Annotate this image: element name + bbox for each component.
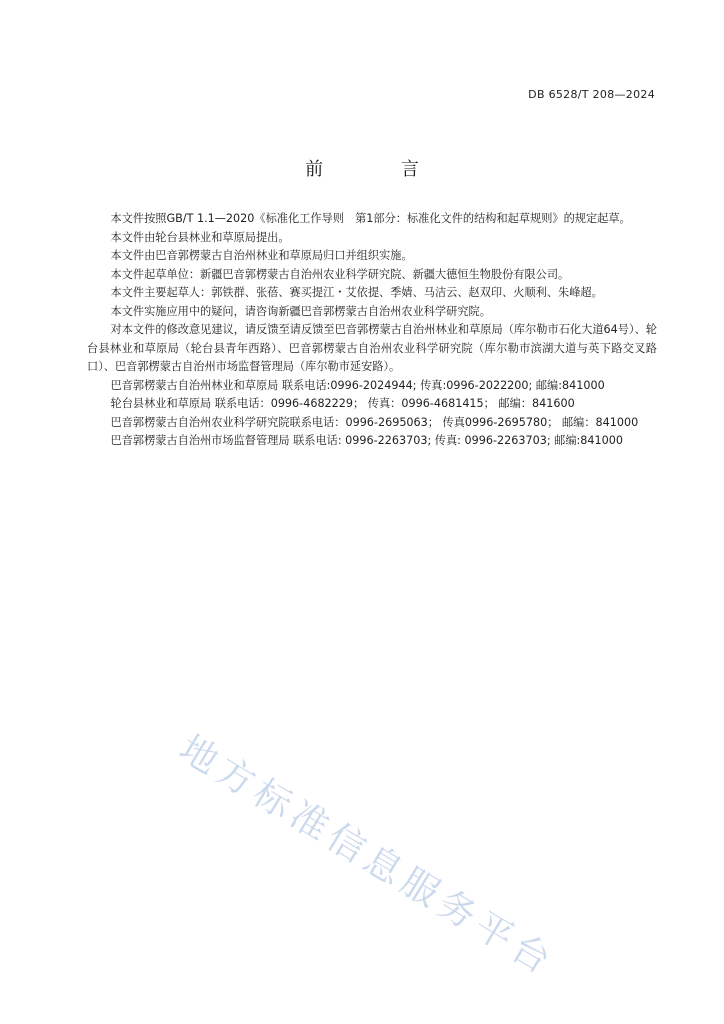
contact-line-luntai-bureau: 轮台县林业和草原局 联系电话：0996-4682229； 传真：0996-4681415； 邮编：841600	[110, 397, 575, 410]
foreword-body	[87, 210, 657, 451]
paragraph-inquiries: 本文件实施应用中的疑问，请咨询新疆巴音郭楞蒙古自治州农业科学研究院。	[110, 304, 491, 318]
document-number: DB 6528/T 208—2024	[528, 88, 655, 101]
paragraph-drafting-rules: 本文件按照GB/T 1.1—2020《标准化工作导则 第1部分：标准化文件的结构和起草规则》的规定起草。	[110, 212, 631, 225]
contact-line-forestry-bureau: 巴音郭楞蒙古自治州林业和草原局 联系电话:0996-2024944; 传真:0996-2022200; 邮编:841000	[110, 378, 605, 392]
contact-line-market-bureau: 巴音郭楞蒙古自治州市场监督管理局 联系电话: 0996-2263703; 传真: 0996-2263703; 邮编:841000	[110, 434, 624, 447]
paragraph-drafters: 本文件主要起草人：郭铁群、张蓓、赛买提江・艾依提、季婧、马洁云、赵双印、火顺利、朱峰超。	[110, 286, 603, 299]
watermark: 地方标准信息服务平台	[172, 726, 563, 985]
paragraph-proposer: 本文件由轮台县林业和草原局提出。	[110, 230, 290, 244]
paragraph-administration: 本文件由巴音郭楞蒙古自治州林业和草原局归口并组织实施。	[110, 249, 413, 262]
paragraph-drafting-units: 本文件起草单位：新疆巴音郭楞蒙古自治州农业科学研究院、新疆大德恒生物股份有限公司。	[110, 267, 570, 281]
page-title: 前 言	[305, 159, 455, 180]
paragraph-feedback: 对本文件的修改意见建议，请反馈至请反馈至巴音郭楞蒙古自治州林业和草原局（库尔勒市石化大道64号）、轮台县林业和草原局（轮台县青年西路）、巴音郭楞蒙古自治州农业科学研究院（库尔勒市滨湖大道与英下路交叉路口）、巴音郭楞蒙古自治州市场监督管理局（库尔勒市延安路）。	[87, 323, 657, 373]
contact-line-academy: 巴音郭楞蒙古自治州农业科学研究院联系电话：0996-2695063； 传真0996-2695780； 邮编：841000	[110, 415, 639, 429]
